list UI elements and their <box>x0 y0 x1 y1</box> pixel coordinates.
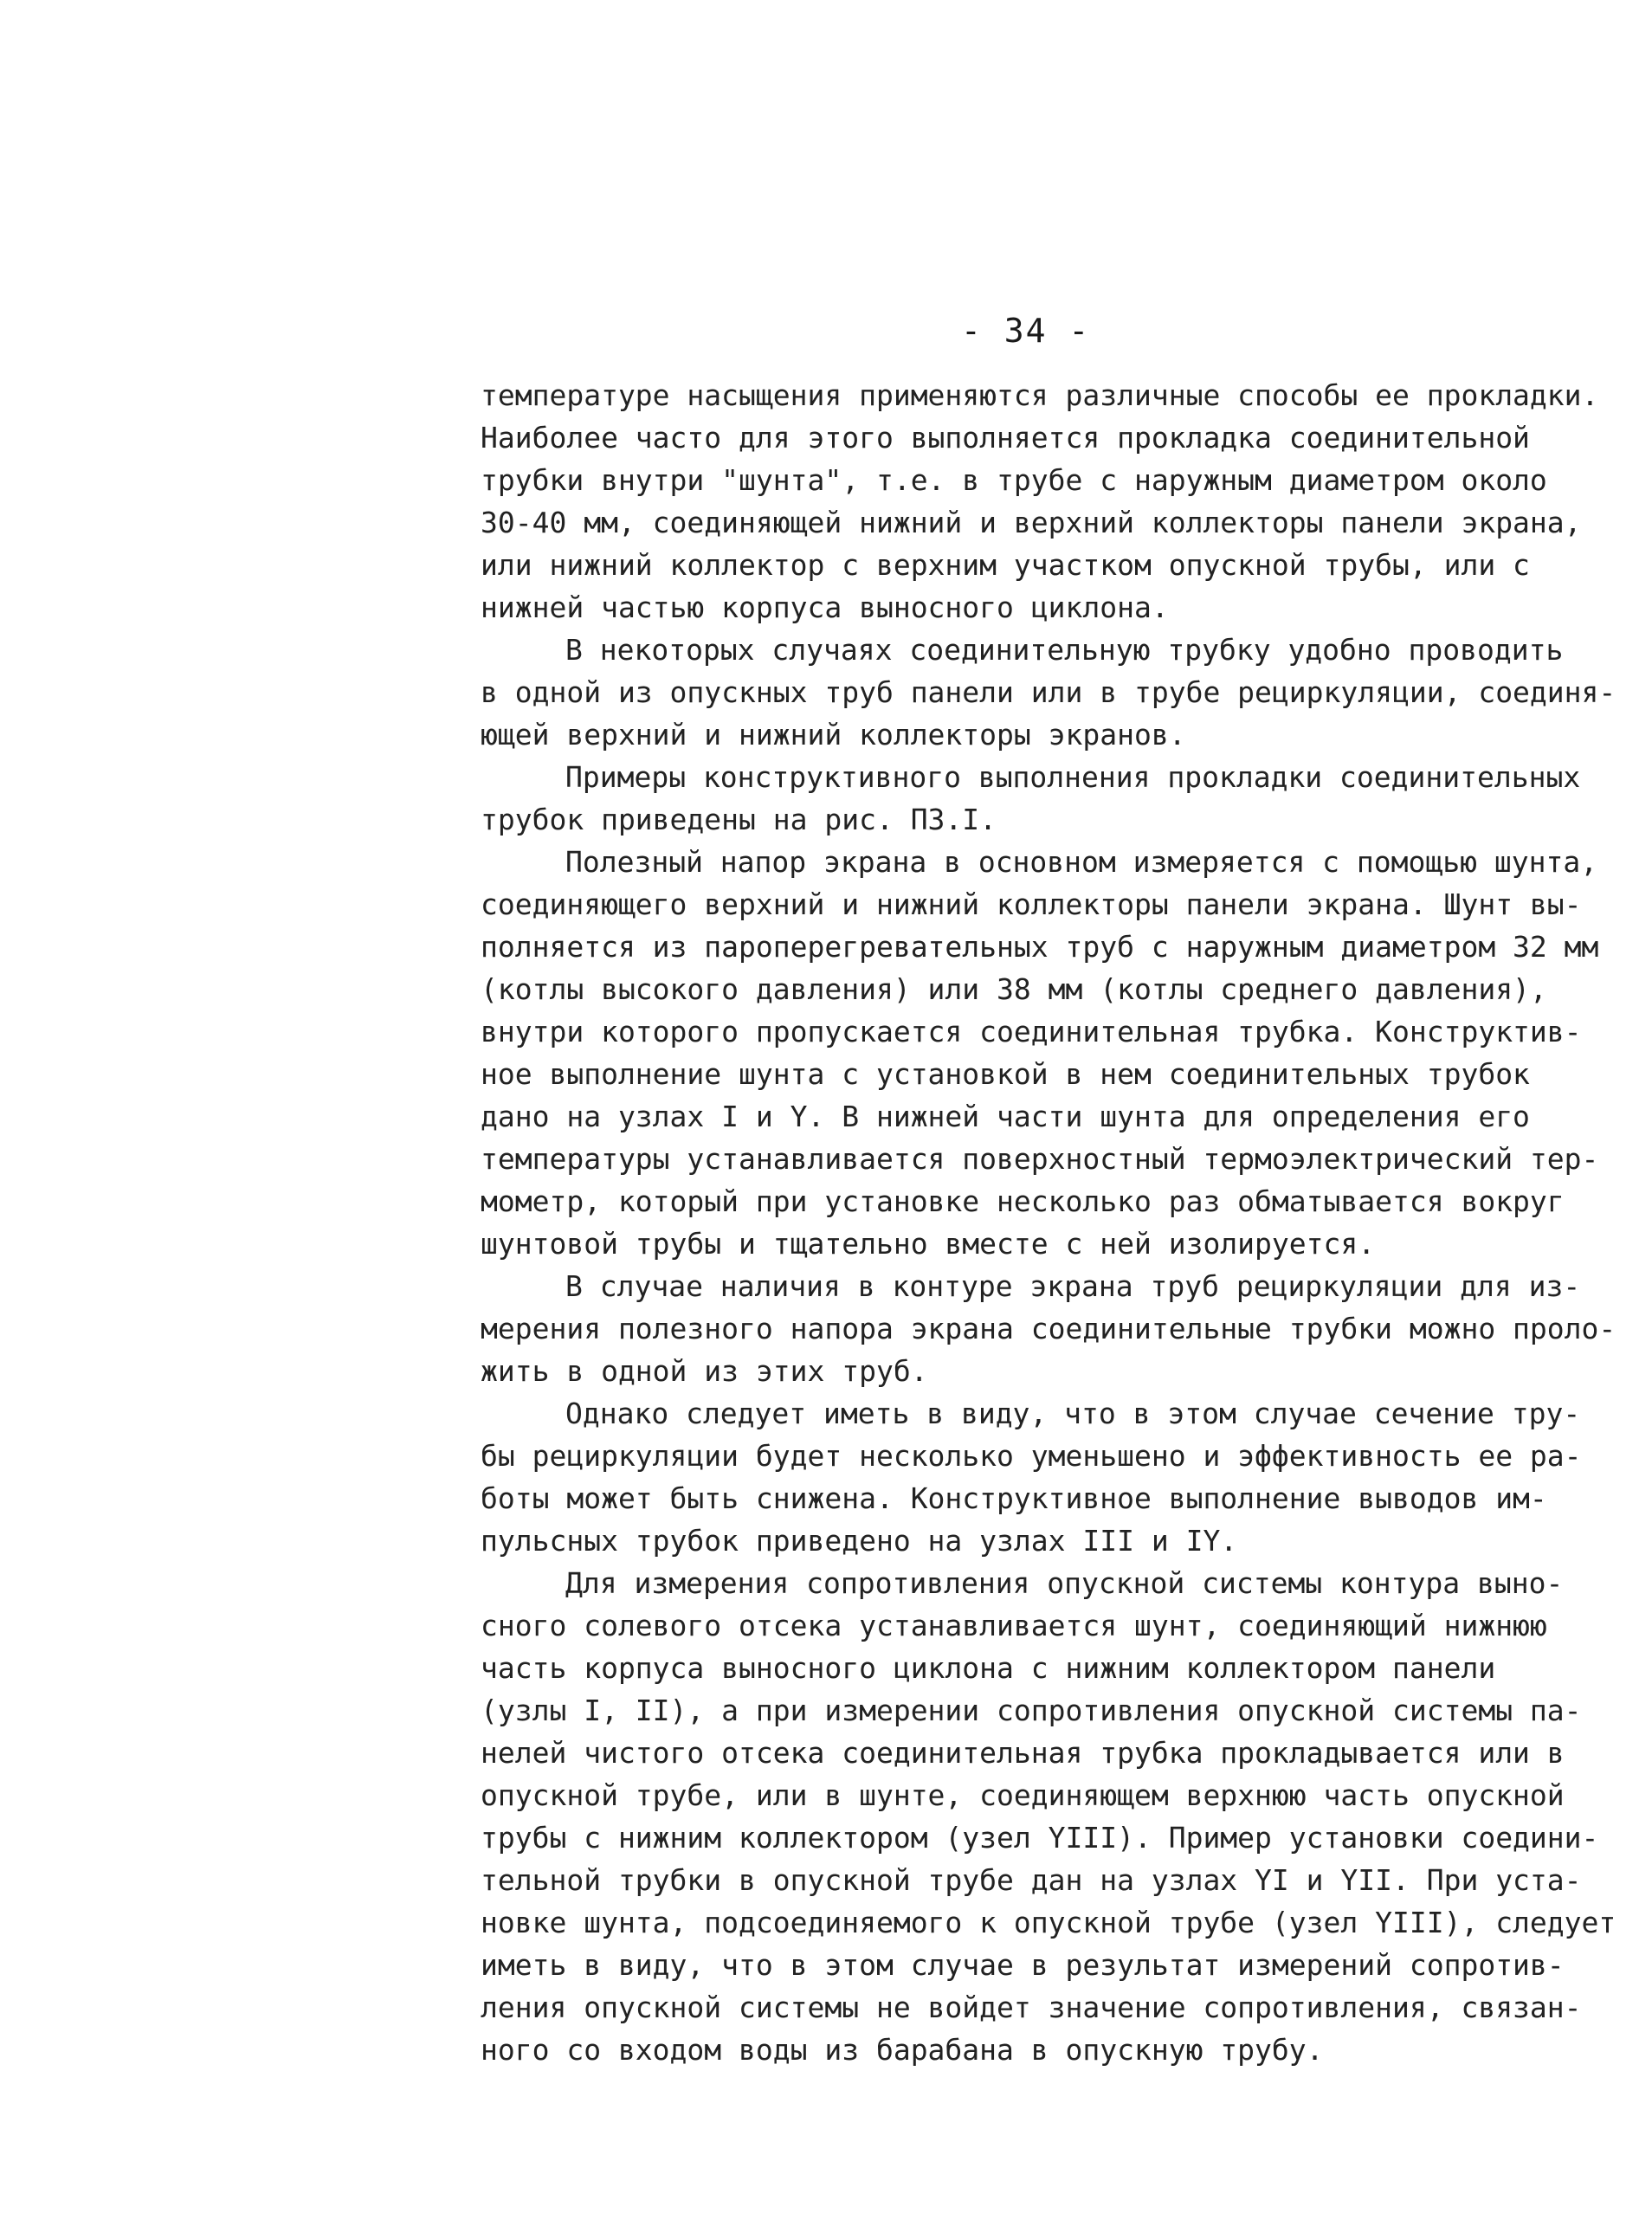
text-line: или нижний коллектор с верхним участком опускной трубы, или с <box>481 548 1530 582</box>
text-line: температуры устанавливается поверхностный термоэлектрический тер- <box>481 1142 1599 1176</box>
text-line: пульсных трубок приведено на узлах III и IY. <box>481 1524 1238 1558</box>
text-line: мерения полезного напора экрана соединительные трубки можно проло- <box>481 1312 1617 1345</box>
text-line: внутри которого пропускается соединительная трубка. Конструктив- <box>481 1015 1582 1048</box>
text-line: (узлы I, II), а при измерении сопротивления опускной системы па- <box>481 1694 1582 1727</box>
text-line: дано на узлах I и Y. В нижней части шунта для определения его <box>481 1100 1530 1133</box>
text-line: шунтовой трубы и тщательно вместе с ней изолируется. <box>481 1227 1376 1261</box>
text-line: мометр, который при установке несколько раз обматывается вокруг <box>481 1184 1565 1218</box>
text-line: боты может быть снижена. Конструктивное выполнение выводов им- <box>481 1481 1547 1515</box>
paragraph-first-line: Примеры конструктивного выполнения прокладки соединительных <box>565 760 1581 794</box>
text-line: новке шунта, подсоединяемого к опускной трубе (узел YIII), следует <box>481 1906 1617 1939</box>
text-line: сного солевого отсека устанавливается шунт, соединяющий нижнюю <box>481 1609 1547 1642</box>
text-line: нелей чистого отсека соединительная трубка прокладывается или в <box>481 1736 1565 1770</box>
text-line: (котлы высокого давления) или 38 мм (котлы среднего давления), <box>481 972 1547 1006</box>
text-line: трубки внутри "шунта", т.е. в трубе с наружным диаметром около <box>481 463 1547 497</box>
text-line: ющей верхний и нижний коллекторы экранов. <box>481 718 1186 752</box>
text-line: часть корпуса выносного циклона с нижним коллектором панели <box>481 1651 1496 1685</box>
text-line: 30-40 мм, соединяющей нижний и верхний коллекторы панели экрана, <box>481 506 1582 539</box>
text-line: нижней частью корпуса выносного циклона. <box>481 590 1169 624</box>
text-line: ного со входом воды из барабана в опускную трубу. <box>481 2033 1324 2067</box>
text-line: жить в одной из этих труб. <box>481 1354 928 1388</box>
paragraph-first-line: Однако следует иметь в виду, что в этом случае сечение тру- <box>565 1397 1581 1430</box>
text-line: Наиболее часто для этого выполняется прокладка соединительной <box>481 421 1530 455</box>
text-line: трубок приведены на рис. П3.I. <box>481 803 997 836</box>
paragraph-first-line: В случае наличия в контуре экрана труб рециркуляции для из- <box>565 1269 1581 1303</box>
paragraph-first-line: Полезный напор экрана в основном измеряется с помощью шунта, <box>565 845 1598 879</box>
text-line: иметь в виду, что в этом случае в результат измерений сопротив- <box>481 1948 1565 1982</box>
body-text <box>481 374 1617 2071</box>
text-line: соединяющего верхний и нижний коллекторы панели экрана. Шунт вы- <box>481 887 1582 921</box>
text-line: ления опускной системы не войдет значение сопротивления, связан- <box>481 1990 1582 2024</box>
paragraph-first-line: В некоторых случаях соединительную трубку удобно проводить <box>565 633 1564 667</box>
text-line: в одной из опускных труб панели или в трубе рециркуляции, соединя- <box>481 675 1617 709</box>
text-line: опускной трубе, или в шунте, соединяющем верхнюю часть опускной <box>481 1778 1565 1812</box>
paragraph-first-line: Для измерения сопротивления опускной системы контура выно- <box>565 1566 1564 1600</box>
text-line: тельной трубки в опускной трубе дан на узлах YI и YII. При уста- <box>481 1863 1582 1897</box>
text-line: бы рециркуляции будет несколько уменьшено и эффективность ее ра- <box>481 1439 1582 1473</box>
page-number: - 34 - <box>961 312 1091 350</box>
text-line: полняется из пароперегревательных труб с наружным диаметром 32 мм <box>481 930 1599 964</box>
text-line: температуре насыщения применяются различные способы ее прокладки. <box>481 378 1599 412</box>
text-line: ное выполнение шунта с установкой в нем соединительных трубок <box>481 1057 1530 1091</box>
text-line: трубы с нижним коллектором (узел YIII). Пример установки соедини- <box>481 1821 1599 1855</box>
